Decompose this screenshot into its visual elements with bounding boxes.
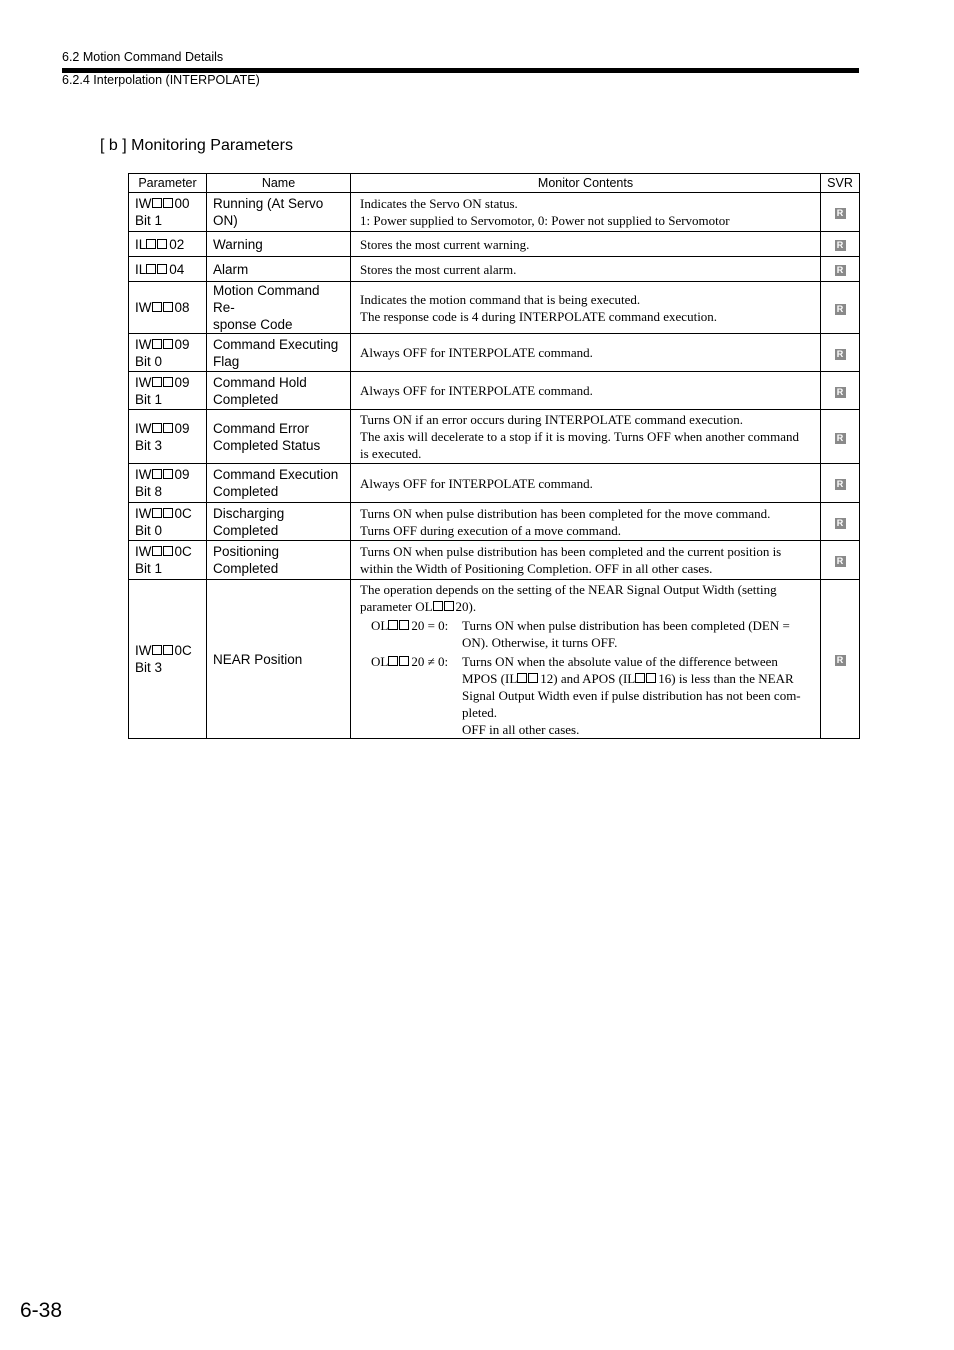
name-cell (207, 193, 351, 232)
svr-cell (821, 541, 860, 580)
parameter-cell (129, 257, 207, 282)
placeholder-box-icon (157, 264, 167, 274)
name-line: Completed (213, 561, 279, 576)
read-only-badge: R (835, 655, 846, 666)
name-line: ON) (213, 213, 238, 228)
contents-line: parameter OL 20). (360, 598, 477, 614)
contents-cell (351, 282, 821, 334)
svr-cell (821, 193, 860, 232)
placeholder-box-icon (152, 423, 162, 433)
parameter-bit: Bit 1 (135, 213, 163, 228)
contents-line: Stores the most current alarm. (360, 261, 517, 277)
table-row (129, 257, 860, 282)
name-line: Completed (213, 391, 279, 407)
svr-cell (821, 334, 860, 372)
placeholder-box-icon (163, 377, 173, 387)
placeholder-box-icon (163, 423, 173, 433)
placeholder-box-icon (399, 620, 409, 630)
parameter-prefix: IW (135, 196, 152, 211)
name-line: Command Hold (213, 374, 307, 390)
parameter-prefix: IW (135, 300, 152, 315)
placeholder-box-icon (152, 546, 162, 556)
parameter-bit: Bit 3 (135, 437, 163, 453)
contents-cell (351, 580, 821, 739)
placeholder-box-icon (444, 601, 454, 611)
contents-line: Always OFF for INTERPOLATE command. (360, 475, 593, 491)
parameter-code: 0C (174, 505, 192, 521)
placeholder-box-icon (163, 302, 173, 312)
table-row (129, 372, 860, 410)
placeholder-box-icon (163, 469, 173, 479)
name-line: Completed (213, 484, 279, 499)
parameter-code: 09 (174, 467, 190, 482)
contents-cell (351, 257, 821, 282)
name-cell (207, 541, 351, 580)
table-row (129, 193, 860, 232)
placeholder-box-icon (517, 673, 527, 683)
name-cell (207, 464, 351, 503)
contents-line: Indicates the Servo ON status. (360, 196, 518, 211)
read-only-badge: R (835, 433, 846, 444)
parameter-code: 0C (174, 544, 192, 559)
parameter-address (135, 195, 201, 212)
placeholder-box-icon (152, 645, 162, 655)
table-row (129, 503, 860, 541)
parameter-cell (129, 232, 207, 257)
svr-cell (821, 372, 860, 410)
parameter-address (135, 642, 201, 659)
contents-cell (351, 193, 821, 232)
contents-cell (351, 541, 821, 580)
read-only-badge: R (835, 349, 846, 360)
name-cell (207, 334, 351, 372)
contents-line: Always OFF for INTERPOLATE command. (360, 345, 593, 360)
read-only-badge: R (835, 479, 846, 490)
name-line: Alarm (213, 261, 249, 277)
placeholder-box-icon (152, 469, 162, 479)
parameter-bit: Bit 0 (135, 522, 163, 538)
condition-zero (371, 617, 815, 651)
placeholder-box-icon (146, 264, 156, 274)
parameter-code: 04 (169, 261, 185, 277)
parameter-prefix: IL (135, 236, 147, 252)
name-line: Completed (213, 522, 279, 538)
read-only-badge: R (835, 387, 846, 398)
contents-line: The response code is 4 during INTERPOLATE command execution. (360, 308, 718, 324)
condition-description: Turns ON when the absolute value of the difference between MPOS (IL 12) and APOS (IL 16) is less than the NEAR Signal Output Width even if pulse distribution has not been com- pleted. OFF in all other cases. (462, 653, 801, 737)
read-only-badge: R (835, 208, 846, 219)
section-header: 6.2 Motion Command Details (62, 50, 224, 64)
contents-line: is executed. (360, 446, 422, 461)
name-line: Flag (213, 353, 240, 369)
placeholder-box-icon (399, 656, 409, 666)
read-only-badge: R (835, 518, 846, 529)
placeholder-box-icon (163, 546, 173, 556)
condition-description: Turns ON when pulse distribution has been completed (DEN = ON). Otherwise, it turns OFF. (462, 617, 790, 650)
name-line: Command Executing (213, 336, 339, 352)
name-line: Running (At Servo (213, 196, 324, 211)
contents-line: Turns ON if an error occurs during INTERPOLATE command execution. (360, 412, 743, 427)
contents-cell (351, 372, 821, 410)
name-line: Completed Status (213, 437, 321, 453)
page-number: 6-38 (20, 1299, 63, 1322)
svr-cell (821, 464, 860, 503)
placeholder-box-icon (433, 601, 443, 611)
column-header-parameter: Parameter (129, 174, 207, 193)
table-row (129, 464, 860, 503)
contents-line: Turns ON when pulse distribution has been completed and the current position is (360, 544, 782, 559)
parameter-bit: Bit 8 (135, 484, 163, 499)
contents-line: 1: Power supplied to Servomotor, 0: Power not supplied to Servomotor (360, 213, 730, 228)
contents-cell (351, 334, 821, 372)
name-line: Motion Command Re- (213, 283, 320, 315)
placeholder-box-icon (152, 198, 162, 208)
read-only-badge: R (835, 556, 846, 567)
placeholder-box-icon (388, 620, 398, 630)
name-cell (207, 503, 351, 541)
svr-cell (821, 282, 860, 334)
name-line: Command Error (213, 420, 310, 436)
contents-line: Stores the most current warning. (360, 236, 530, 252)
contents-line: Turns ON when pulse distribution has been completed for the move command. (360, 505, 771, 521)
placeholder-box-icon (157, 239, 167, 249)
contents-cell (351, 503, 821, 541)
svr-cell (821, 232, 860, 257)
parameter-address (135, 236, 201, 253)
placeholder-box-icon (163, 508, 173, 518)
contents-line: Always OFF for INTERPOLATE command. (360, 383, 593, 398)
parameter-address (135, 466, 201, 483)
parameter-cell (129, 334, 207, 372)
parameter-address (135, 420, 201, 437)
table-row (129, 334, 860, 372)
placeholder-box-icon (152, 377, 162, 387)
name-line: Positioning (213, 544, 280, 559)
name-line: Command Execution (213, 467, 339, 482)
contents-line: The operation depends on the setting of the NEAR Signal Output Width (setting (360, 581, 777, 597)
table-header-row (129, 174, 860, 193)
placeholder-box-icon (388, 656, 398, 666)
parameter-cell (129, 410, 207, 464)
placeholder-box-icon (635, 673, 645, 683)
contents-line: within the Width of Positioning Completion. OFF in all other cases. (360, 561, 713, 576)
table-row (129, 282, 860, 334)
condition-label: OL 20 = 0: (371, 617, 449, 633)
parameter-address (135, 374, 201, 391)
placeholder-box-icon (163, 645, 173, 655)
parameter-cell (129, 580, 207, 739)
read-only-badge: R (835, 265, 846, 276)
parameter-prefix: IL (135, 261, 147, 277)
contents-cell (351, 464, 821, 503)
contents-line: The axis will decelerate to a stop if it is moving. Turns OFF when another command (360, 429, 800, 444)
svr-cell (821, 503, 860, 541)
placeholder-box-icon (163, 339, 173, 349)
parameter-code: 02 (169, 236, 185, 252)
table-row (129, 232, 860, 257)
table-row (129, 410, 860, 464)
parameter-address (135, 261, 201, 278)
parameter-cell (129, 193, 207, 232)
placeholder-box-icon (146, 239, 156, 249)
parameter-address (135, 543, 201, 560)
parameter-cell (129, 372, 207, 410)
parameter-cell (129, 503, 207, 541)
parameter-cell (129, 464, 207, 503)
name-cell (207, 282, 351, 334)
parameter-code: 0C (174, 643, 192, 658)
column-header-monitor-contents: Monitor Contents (351, 174, 821, 193)
name-cell: NEAR Position (207, 580, 351, 739)
parameter-address (135, 505, 201, 522)
read-only-badge: R (835, 240, 846, 251)
subsection-header: 6.2.4 Interpolation (INTERPOLATE) (62, 73, 260, 87)
condition-label: OL 20 ≠ 0: (371, 653, 449, 669)
parameter-prefix: IW (135, 643, 152, 658)
column-header-name: Name (207, 174, 351, 193)
svr-cell (821, 257, 860, 282)
parameter-prefix: IW (135, 544, 152, 559)
condition-nonzero (371, 653, 815, 738)
contents-cell (351, 232, 821, 257)
svr-cell (821, 580, 860, 739)
name-line: sponse Code (213, 317, 293, 332)
placeholder-box-icon (152, 508, 162, 518)
placeholder-box-icon (152, 339, 162, 349)
parameter-code: 00 (174, 196, 190, 211)
parameter-code: 09 (174, 336, 190, 352)
placeholder-box-icon (163, 198, 173, 208)
svr-cell (821, 410, 860, 464)
parameter-code: 09 (174, 374, 190, 390)
parameter-code: 09 (174, 420, 190, 436)
section-title: [ b ] Monitoring Parameters (100, 137, 293, 154)
table-row (129, 541, 860, 580)
parameter-code: 08 (174, 300, 190, 315)
read-only-badge: R (835, 304, 846, 315)
parameter-prefix: IW (135, 467, 152, 482)
parameter-cell (129, 541, 207, 580)
table-row (129, 580, 860, 739)
contents-line: Turns OFF during execution of a move command. (360, 522, 621, 538)
placeholder-box-icon (152, 302, 162, 312)
placeholder-box-icon (528, 673, 538, 683)
parameter-prefix: IW (135, 420, 152, 436)
contents-cell (351, 410, 821, 464)
placeholder-box-icon (646, 673, 656, 683)
parameter-bit: Bit 3 (135, 660, 163, 675)
parameter-prefix: IW (135, 505, 152, 521)
monitoring-parameters-table (128, 173, 860, 739)
name-cell (207, 257, 351, 282)
parameter-prefix: IW (135, 374, 152, 390)
name-line: Discharging (213, 505, 285, 521)
name-cell (207, 372, 351, 410)
name-cell (207, 232, 351, 257)
parameter-bit: Bit 1 (135, 391, 163, 407)
parameter-cell (129, 282, 207, 334)
column-header-svr: SVR (821, 174, 860, 193)
parameter-prefix: IW (135, 336, 152, 352)
parameter-address (135, 299, 201, 316)
name-line: Warning (213, 236, 263, 252)
contents-line: Indicates the motion command that is being executed. (360, 291, 641, 307)
parameter-bit: Bit 0 (135, 353, 163, 369)
parameter-bit: Bit 1 (135, 561, 163, 576)
parameter-address (135, 336, 201, 353)
name-cell (207, 410, 351, 464)
